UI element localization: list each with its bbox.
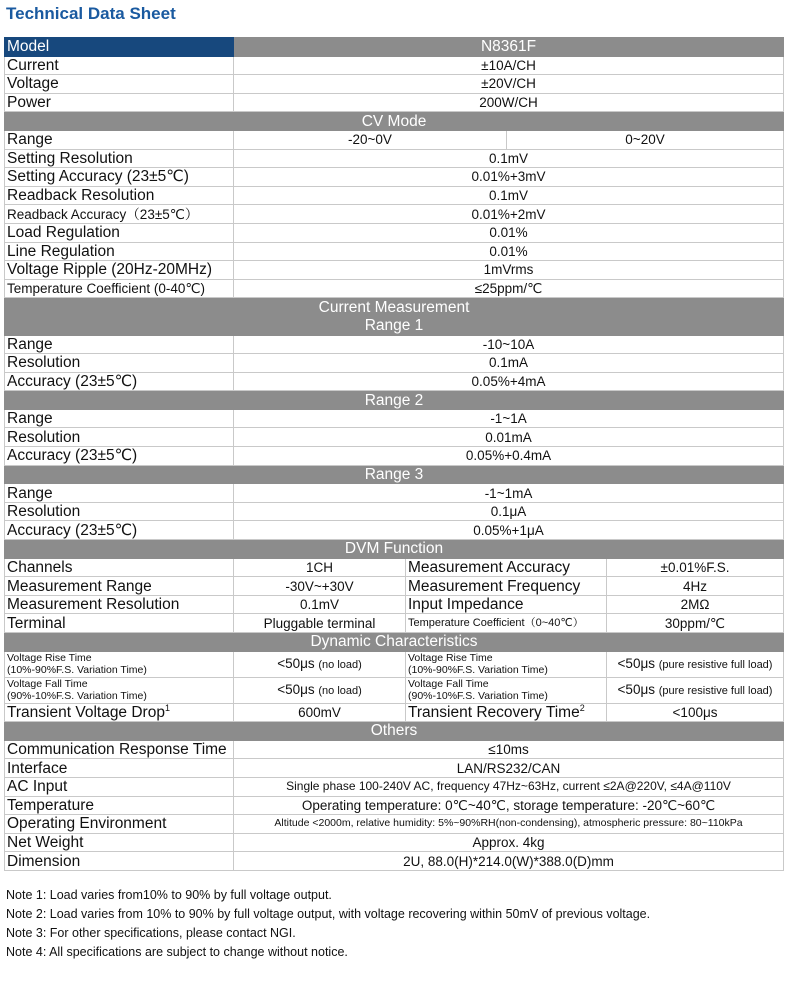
spec-label: Power: [5, 93, 234, 112]
spec-label: Dimension: [5, 852, 234, 871]
fall-time-noload: [234, 677, 406, 703]
dvm-label: Measurement Resolution: [5, 595, 234, 614]
spec-value: 0.01%: [234, 242, 784, 261]
rise-time-label-note: (10%-90%F.S. Variation Time): [408, 664, 548, 677]
spec-value: 1mVrms: [234, 261, 784, 280]
spec-label: Line Regulation: [5, 242, 234, 261]
spec-label: Net Weight: [5, 833, 234, 852]
footnotes: [6, 886, 650, 962]
spec-label: Accuracy (23±5℃): [5, 372, 234, 391]
spec-label: Voltage Ripple (20Hz-20MHz): [5, 261, 234, 280]
rise-time-label-main: Voltage Rise Time: [7, 652, 92, 665]
spec-value: 0.1μA: [234, 502, 784, 521]
spec-row: [5, 354, 784, 373]
spec-label: Setting Accuracy (23±5℃): [5, 168, 234, 187]
spec-value: 0.01%+3mV: [234, 168, 784, 187]
dvm-value: -30V~+30V: [234, 577, 406, 596]
spec-row: [5, 428, 784, 447]
fall-time-label-note: (90%-10%F.S. Variation Time): [408, 690, 548, 703]
spec-row: [5, 759, 784, 778]
spec-value: 200W/CH: [234, 93, 784, 112]
section-header-others: Others: [5, 722, 784, 741]
spec-row: [5, 186, 784, 205]
spec-row: [5, 279, 784, 298]
spec-label: Readback Accuracy（23±5℃）: [5, 205, 234, 224]
spec-value: Single phase 100-240V AC, frequency 47Hz~63Hz, current ≤2A@220V, ≤4A@110V: [234, 777, 784, 796]
spec-row: [5, 93, 784, 112]
spec-value: -1~1A: [234, 409, 784, 428]
dvm-label: Terminal: [5, 614, 234, 633]
fall-time-condition: (pure resistive full load): [658, 684, 773, 697]
spec-row: [5, 740, 784, 759]
spec-label: AC Input: [5, 777, 234, 796]
spec-row: [5, 168, 784, 187]
spec-row: [5, 223, 784, 242]
spec-label: Resolution: [5, 428, 234, 447]
spec-row: [5, 484, 784, 503]
dvm-value: 30ppm/℃: [607, 614, 784, 633]
fall-time-value: <50μs: [617, 681, 655, 697]
page-title: Technical Data Sheet: [6, 4, 176, 23]
spec-row: [5, 852, 784, 871]
spec-value: 2U, 88.0(H)*214.0(W)*388.0(D)mm: [234, 852, 784, 871]
model-row: [5, 38, 784, 57]
rise-time-label: [5, 651, 234, 677]
transient-recovery-value: <100μs: [607, 703, 784, 722]
section-header-dvm: DVM Function: [5, 540, 784, 559]
spec-label: Range: [5, 130, 234, 149]
section-header-current: Current Measurement: [5, 298, 784, 317]
spec-value: Operating temperature: 0℃~40℃, storage temperature: -20℃~60℃: [234, 796, 784, 815]
dvm-value: Pluggable terminal: [234, 614, 406, 633]
spec-value: 0.01%+2mV: [234, 205, 784, 224]
spec-value: ≤10ms: [234, 740, 784, 759]
subsection-header-range2: Range 2: [5, 391, 784, 410]
spec-value: ±10A/CH: [234, 56, 784, 75]
dvm-label: Measurement Frequency: [406, 577, 607, 596]
model-label: Model: [5, 38, 234, 57]
dvm-label: Input Impedance: [406, 595, 607, 614]
dvm-value: 2MΩ: [607, 595, 784, 614]
spec-row: [5, 409, 784, 428]
subsection-header-range3: Range 3: [5, 465, 784, 484]
spec-label: Range: [5, 409, 234, 428]
dvm-label: Channels: [5, 558, 234, 577]
subsection-header-range1: Range 1: [5, 316, 784, 335]
fall-time-condition: (no load): [318, 684, 362, 697]
spec-label: Temperature Coefficient (0-40℃): [5, 279, 234, 298]
spec-label: Operating Environment: [5, 815, 234, 834]
section-header-cv: CV Mode: [5, 112, 784, 131]
spec-row: [5, 149, 784, 168]
spec-table: [4, 37, 784, 871]
spec-row: [5, 447, 784, 466]
range-negative: -20~0V: [234, 130, 507, 149]
fall-time-label-main: Voltage Fall Time: [7, 678, 88, 691]
spec-label: Resolution: [5, 354, 234, 373]
transient-recovery-label-text: Transient Recovery Time: [408, 703, 580, 721]
dvm-label: Temperature Coefficient（0~40℃）: [406, 614, 607, 633]
fall-time-value: <50μs: [277, 681, 315, 697]
spec-row: [5, 130, 784, 149]
spec-value: -10~10A: [234, 335, 784, 354]
fall-time-label-note: (90%-10%F.S. Variation Time): [7, 690, 147, 703]
spec-label: Accuracy (23±5℃): [5, 521, 234, 540]
spec-label: Range: [5, 484, 234, 503]
transient-drop-label: [5, 703, 234, 722]
spec-value: 0.1mA: [234, 354, 784, 373]
spec-label: Load Regulation: [5, 223, 234, 242]
spec-row: [5, 521, 784, 540]
spec-row: [5, 833, 784, 852]
dvm-row: [5, 595, 784, 614]
footnote: Note 1: Load varies from10% to 90% by full voltage output.: [6, 888, 332, 902]
fall-time-resistive: [607, 677, 784, 703]
spec-row: [5, 372, 784, 391]
spec-value: 0.1mV: [234, 149, 784, 168]
spec-value: 0.1mV: [234, 186, 784, 205]
transient-drop-value: 600mV: [234, 703, 406, 722]
dynamic-row-fall: [5, 677, 784, 703]
spec-value: 0.05%+0.4mA: [234, 447, 784, 466]
dvm-row: [5, 614, 784, 633]
dynamic-row-rise: [5, 651, 784, 677]
range-positive: 0~20V: [507, 130, 784, 149]
rise-time-label: [406, 651, 607, 677]
spec-value: 0.05%+1μA: [234, 521, 784, 540]
spec-label: Setting Resolution: [5, 149, 234, 168]
footnote: Note 4: All specifications are subject to change without notice.: [6, 945, 348, 959]
dvm-row: [5, 558, 784, 577]
spec-label: Resolution: [5, 502, 234, 521]
transient-drop-label-text: Transient Voltage Drop: [7, 703, 165, 721]
dvm-label: Measurement Accuracy: [406, 558, 607, 577]
spec-value: -1~1mA: [234, 484, 784, 503]
spec-value: LAN/RS232/CAN: [234, 759, 784, 778]
spec-row: [5, 75, 784, 94]
spec-label: Temperature: [5, 796, 234, 815]
spec-value: 0.01mA: [234, 428, 784, 447]
note-ref: 1: [164, 703, 170, 713]
section-header-dynamic: Dynamic Characteristics: [5, 633, 784, 652]
spec-row: [5, 242, 784, 261]
dvm-row: [5, 577, 784, 596]
rise-time-value: <50μs: [277, 655, 315, 671]
dynamic-row-transient: [5, 703, 784, 722]
spec-row: [5, 335, 784, 354]
transient-recovery-label: [406, 703, 607, 722]
spec-value: Altitude <2000m, relative humidity: 5%~90%RH(non-condensing), atmospheric pressure: 80~110kPa: [234, 815, 784, 834]
spec-label: Current: [5, 56, 234, 75]
rise-time-label-note: (10%-90%F.S. Variation Time): [7, 664, 147, 677]
spec-label: Range: [5, 335, 234, 354]
spec-value: ±20V/CH: [234, 75, 784, 94]
dvm-value: 4Hz: [607, 577, 784, 596]
footnote: Note 2: Load varies from 10% to 90% by full voltage output, with voltage recovering within 50mV of previous voltage.: [6, 907, 651, 921]
note-ref: 2: [579, 703, 585, 713]
rise-time-label-main: Voltage Rise Time: [408, 652, 493, 665]
dvm-label: Measurement Range: [5, 577, 234, 596]
rise-time-resistive: [607, 651, 784, 677]
spec-label: Communication Response Time: [5, 740, 234, 759]
spec-row: [5, 777, 784, 796]
spec-row: [5, 205, 784, 224]
dvm-value: ±0.01%F.S.: [607, 558, 784, 577]
spec-value: 0.05%+4mA: [234, 372, 784, 391]
spec-row: [5, 815, 784, 834]
fall-time-label: [5, 677, 234, 703]
spec-value: ≤25ppm/℃: [234, 279, 784, 298]
rise-time-noload: [234, 651, 406, 677]
fall-time-label: [406, 677, 607, 703]
spec-label: Interface: [5, 759, 234, 778]
spec-row: [5, 56, 784, 75]
spec-row: [5, 796, 784, 815]
spec-row: [5, 261, 784, 280]
fall-time-label-main: Voltage Fall Time: [408, 678, 489, 691]
rise-time-condition: (no load): [318, 658, 362, 671]
rise-time-value: <50μs: [617, 655, 655, 671]
dvm-value: 0.1mV: [234, 595, 406, 614]
spec-value: 0.01%: [234, 223, 784, 242]
spec-label: Accuracy (23±5℃): [5, 447, 234, 466]
spec-value: Approx. 4kg: [234, 833, 784, 852]
spec-label: Readback Resolution: [5, 186, 234, 205]
model-value: N8361F: [234, 38, 784, 57]
dvm-value: 1CH: [234, 558, 406, 577]
footnote: Note 3: For other specifications, please contact NGI.: [6, 926, 296, 940]
rise-time-condition: (pure resistive full load): [658, 658, 773, 671]
spec-row: [5, 502, 784, 521]
spec-label: Voltage: [5, 75, 234, 94]
